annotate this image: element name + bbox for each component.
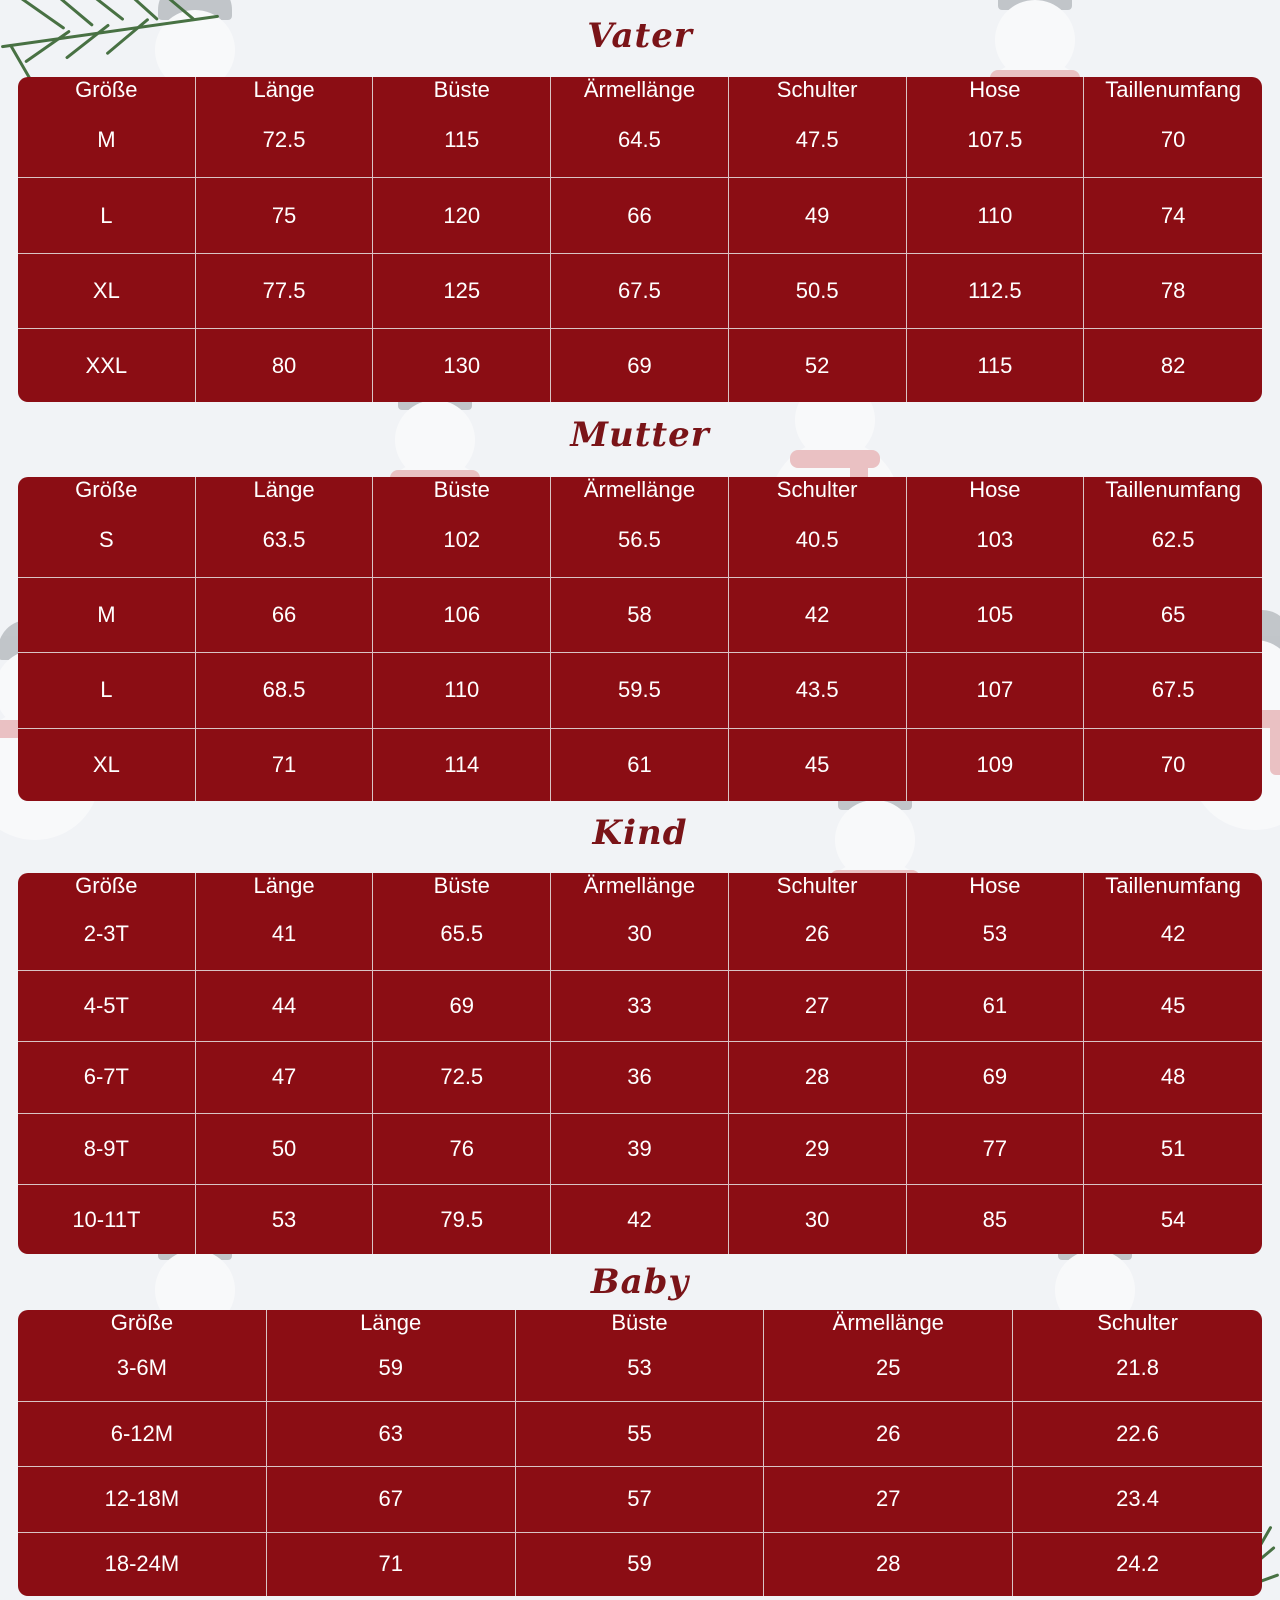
column-header: Schulter — [729, 477, 907, 503]
measurement-cell: 75 — [196, 178, 374, 253]
measurement-cell: 53 — [907, 899, 1085, 971]
table-row — [18, 899, 1262, 971]
size-label-cell: XL — [18, 254, 196, 329]
measurement-cell: 59.5 — [551, 653, 729, 728]
section-title-mutter: Mutter — [570, 415, 710, 455]
measurement-cell: 24.2 — [1116, 1551, 1159, 1577]
measurement-cell: 109 — [907, 729, 1085, 801]
measurement-cell: 55 — [516, 1402, 765, 1468]
measurement-cell: 59 — [267, 1336, 516, 1402]
measurement-cell: 102 — [373, 503, 551, 578]
measurement-cell: 112.5 — [907, 254, 1085, 329]
column-header: Büste — [373, 77, 551, 103]
measurement-cell: 69 — [551, 329, 729, 402]
column-header: Taillenumfang — [1105, 77, 1241, 102]
column-header: Ärmellänge — [551, 477, 729, 503]
size-label-cell: L — [18, 653, 196, 728]
measurement-cell: 63.5 — [196, 503, 374, 578]
size-table-mutter — [18, 477, 1262, 801]
header-row — [18, 873, 1262, 899]
size-label-cell: 4-5T — [18, 971, 196, 1043]
measurement-cell: 61 — [907, 971, 1085, 1043]
measurement-cell: 47.5 — [729, 103, 907, 178]
measurement-cell: 70 — [1160, 751, 1186, 777]
measurement-cell: 82 — [1160, 352, 1186, 378]
size-table-vater — [18, 77, 1262, 402]
measurement-cell: 58 — [551, 578, 729, 653]
measurement-cell: 40.5 — [729, 503, 907, 578]
measurement-cell: 51 — [1084, 1114, 1262, 1186]
measurement-cell: 115 — [907, 329, 1085, 402]
measurement-cell: 27 — [764, 1467, 1013, 1533]
column-header: Größe — [18, 77, 196, 103]
table-row — [18, 1336, 1262, 1402]
measurement-cell: 50.5 — [729, 254, 907, 329]
column-header: Schulter — [729, 873, 907, 899]
table-row — [18, 329, 1262, 402]
measurement-cell: 42 — [551, 1185, 729, 1254]
column-header: Büste — [373, 873, 551, 899]
column-header: Länge — [267, 1310, 516, 1336]
table-row — [18, 578, 1262, 653]
measurement-cell: 125 — [373, 254, 551, 329]
column-header: Hose — [907, 77, 1085, 103]
measurement-cell: 69 — [373, 971, 551, 1043]
measurement-cell: 66 — [551, 178, 729, 253]
column-header: Taillenumfang — [1105, 873, 1241, 898]
measurement-cell: 59 — [516, 1533, 765, 1596]
measurement-cell: 107 — [907, 653, 1085, 728]
table-row — [18, 503, 1262, 578]
size-label-cell: 8-9T — [18, 1114, 196, 1186]
column-header: Schulter — [729, 77, 907, 103]
measurement-cell: 23.4 — [1013, 1467, 1262, 1533]
measurement-cell: 25 — [764, 1336, 1013, 1402]
measurement-cell: 26 — [729, 899, 907, 971]
size-label-cell: 6-7T — [18, 1042, 196, 1114]
measurement-cell: 33 — [551, 971, 729, 1043]
measurement-cell: 71 — [267, 1533, 516, 1596]
measurement-cell: 110 — [373, 653, 551, 728]
measurement-cell: 66 — [196, 578, 374, 653]
section-title-baby: Baby — [590, 1262, 690, 1302]
column-header: Ärmellänge — [551, 77, 729, 103]
header-row — [18, 77, 1262, 103]
measurement-cell: 77.5 — [196, 254, 374, 329]
measurement-cell: 28 — [729, 1042, 907, 1114]
measurement-cell: 43.5 — [729, 653, 907, 728]
measurement-cell: 115 — [373, 103, 551, 178]
column-header: Büste — [373, 477, 551, 503]
measurement-cell: 65 — [1084, 578, 1262, 653]
measurement-cell: 42 — [1084, 899, 1262, 971]
measurement-cell: 56.5 — [551, 503, 729, 578]
size-table-kind — [18, 873, 1262, 1254]
measurement-cell: 54 — [1160, 1206, 1186, 1232]
size-label-cell: M — [18, 578, 196, 653]
measurement-cell: 22.6 — [1013, 1402, 1262, 1468]
measurement-cell: 45 — [729, 729, 907, 801]
size-table-baby — [18, 1310, 1262, 1596]
measurement-cell: 67.5 — [1084, 653, 1262, 728]
measurement-cell: 42 — [729, 578, 907, 653]
measurement-cell: 120 — [373, 178, 551, 253]
measurement-cell: 64.5 — [551, 103, 729, 178]
table-row — [18, 178, 1262, 253]
measurement-cell: 130 — [373, 329, 551, 402]
measurement-cell: 72.5 — [196, 103, 374, 178]
measurement-cell: 76 — [373, 1114, 551, 1186]
measurement-cell: 36 — [551, 1042, 729, 1114]
measurement-cell: 114 — [373, 729, 551, 801]
size-label-cell: 12-18M — [18, 1467, 267, 1533]
measurement-cell: 53 — [516, 1336, 765, 1402]
column-header: Taillenumfang — [1105, 477, 1241, 502]
column-header: Länge — [196, 873, 374, 899]
measurement-cell: 44 — [196, 971, 374, 1043]
size-label-cell: M — [18, 103, 196, 178]
size-label-cell: 18-24M — [18, 1533, 267, 1596]
measurement-cell: 53 — [196, 1185, 374, 1254]
measurement-cell: 21.8 — [1013, 1336, 1262, 1402]
measurement-cell: 62.5 — [1084, 503, 1262, 578]
size-label-cell: 2-3T — [18, 899, 196, 971]
measurement-cell: 69 — [907, 1042, 1085, 1114]
measurement-cell: 27 — [729, 971, 907, 1043]
measurement-cell: 77 — [907, 1114, 1085, 1186]
size-label-cell: S — [18, 503, 196, 578]
measurement-cell: 106 — [373, 578, 551, 653]
size-label-cell: 6-12M — [18, 1402, 267, 1468]
table-row — [18, 254, 1262, 329]
column-header: Ärmellänge — [764, 1310, 1013, 1336]
size-label-cell: 10-11T — [18, 1185, 196, 1254]
column-header: Ärmellänge — [551, 873, 729, 899]
section-title-kind: Kind — [592, 813, 688, 853]
measurement-cell: 70 — [1084, 103, 1262, 178]
table-row — [18, 729, 1262, 801]
size-label-cell: 3-6M — [18, 1336, 267, 1402]
measurement-cell: 103 — [907, 503, 1085, 578]
measurement-cell: 79.5 — [373, 1185, 551, 1254]
measurement-cell: 45 — [1084, 971, 1262, 1043]
column-header: Büste — [516, 1310, 765, 1336]
measurement-cell: 52 — [729, 329, 907, 402]
measurement-cell: 80 — [196, 329, 374, 402]
measurement-cell: 30 — [729, 1185, 907, 1254]
measurement-cell: 78 — [1084, 254, 1262, 329]
header-row — [18, 477, 1262, 503]
measurement-cell: 67.5 — [551, 254, 729, 329]
measurement-cell: 105 — [907, 578, 1085, 653]
measurement-cell: 30 — [551, 899, 729, 971]
table-row — [18, 1402, 1262, 1468]
measurement-cell: 85 — [907, 1185, 1085, 1254]
column-header: Größe — [18, 873, 196, 899]
table-row — [18, 103, 1262, 178]
column-header: Größe — [18, 1310, 267, 1336]
measurement-cell: 57 — [516, 1467, 765, 1533]
measurement-cell: 49 — [729, 178, 907, 253]
measurement-cell: 28 — [764, 1533, 1013, 1596]
column-header: Hose — [907, 477, 1085, 503]
measurement-cell: 47 — [196, 1042, 374, 1114]
measurement-cell: 41 — [196, 899, 374, 971]
section-title-vater: Vater — [587, 16, 693, 56]
measurement-cell: 65.5 — [373, 899, 551, 971]
table-row — [18, 1042, 1262, 1114]
size-label-cell: L — [18, 178, 196, 253]
measurement-cell: 50 — [196, 1114, 374, 1186]
column-header: Größe — [18, 477, 196, 503]
measurement-cell: 72.5 — [373, 1042, 551, 1114]
measurement-cell: 63 — [267, 1402, 516, 1468]
size-label-cell: XL — [18, 729, 196, 801]
table-row — [18, 971, 1262, 1043]
measurement-cell: 74 — [1084, 178, 1262, 253]
column-header: Schulter — [1097, 1310, 1178, 1335]
column-header: Länge — [196, 477, 374, 503]
header-row — [18, 1310, 1262, 1336]
table-row — [18, 1185, 1262, 1254]
measurement-cell: 71 — [196, 729, 374, 801]
table-row — [18, 653, 1262, 728]
measurement-cell: 39 — [551, 1114, 729, 1186]
measurement-cell: 67 — [267, 1467, 516, 1533]
measurement-cell: 48 — [1084, 1042, 1262, 1114]
measurement-cell: 26 — [764, 1402, 1013, 1468]
column-header: Hose — [907, 873, 1085, 899]
table-row — [18, 1533, 1262, 1596]
measurement-cell: 68.5 — [196, 653, 374, 728]
size-label-cell: XXL — [18, 329, 196, 402]
measurement-cell: 29 — [729, 1114, 907, 1186]
measurement-cell: 107.5 — [907, 103, 1085, 178]
column-header: Länge — [196, 77, 374, 103]
measurement-cell: 110 — [907, 178, 1085, 253]
table-row — [18, 1467, 1262, 1533]
measurement-cell: 61 — [551, 729, 729, 801]
table-row — [18, 1114, 1262, 1186]
